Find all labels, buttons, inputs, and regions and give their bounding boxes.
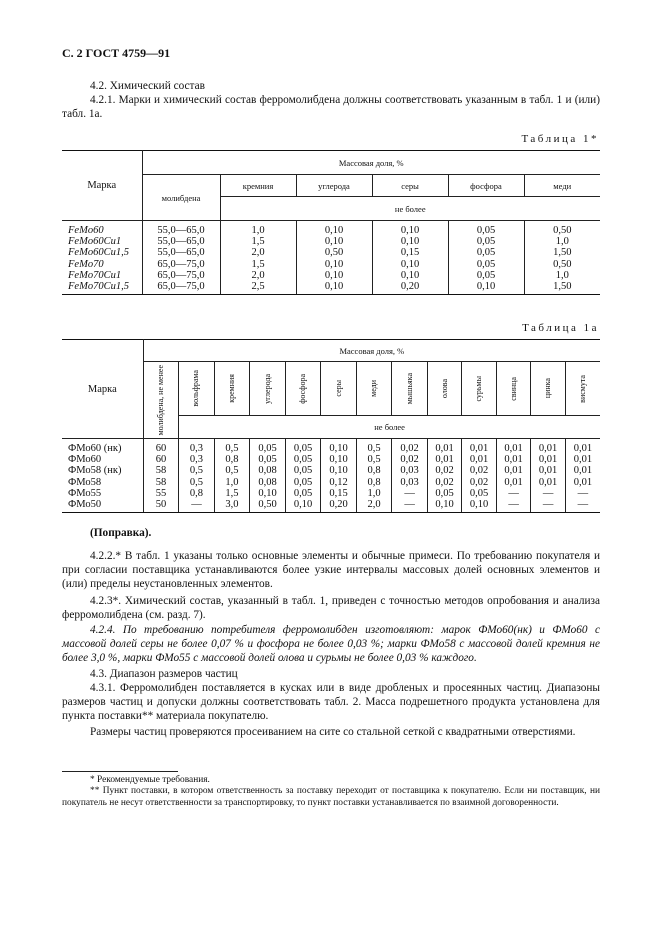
table1a-value-cell: 0,02 [427,465,462,476]
table1a-row [62,488,600,499]
table1a-value-cell: 0,5 [356,454,392,465]
table1-value-cell: 2,5 [220,281,296,295]
table1-grade-cell: FeMo60 [62,221,142,237]
table1-value-cell: 2,0 [220,247,296,258]
table1a-col-header: меди [369,380,379,397]
table1-value-cell: 0,10 [296,236,372,247]
table1a-molybdenum-header: молибдена, не менее [155,364,165,436]
table1-molybdenum-header: молибдена [142,175,220,221]
table1a-caption: Таблица 1а [522,322,599,334]
table1a-value-cell: — [531,488,566,499]
table1a-col-header: олова [439,378,449,399]
footnote-2: ** Пункт поставки, в котором ответственность за поставку переходит от поставщика к покупателю. Если ни поставщик, ни покупатель не несут ответственности за транспортировку, то пункт поставки устанавливается по взаимной договоренности. [62,786,600,808]
table1-value-cell: 1,0 [524,270,600,281]
table1a-value-cell: 0,01 [462,439,497,455]
table1a-value-cell: 0,05 [427,488,462,499]
table1-grade-cell: FeMo60Cu1 [62,236,142,247]
table1-value-cell: 1,50 [524,247,600,258]
table1a-value-cell: 0,05 [250,454,286,465]
table1a-value-cell: 0,5 [214,439,250,455]
table1a-grade-cell: ФМо50 [62,499,143,513]
table1a-value-cell: 1,0 [356,488,392,499]
table1-row [62,270,600,281]
table1-col-header: фосфора [448,175,524,197]
table1a-row [62,454,600,465]
table1a-grade-cell: ФМо58 (нк) [62,465,143,476]
table1-value-cell: 0,50 [524,259,600,270]
table1-value-cell: 65,0—75,0 [142,281,220,295]
table1a-grade-cell: ФМо60 [62,454,143,465]
table1a-value-cell: 50 [143,499,179,513]
table1-value-cell: 0,10 [296,281,372,295]
table1a-value-cell: 0,05 [285,477,321,488]
table1-value-cell: 1,5 [220,259,296,270]
table1a-value-cell: — [565,488,600,499]
table1a-value-cell: — [496,499,531,513]
page-header: С. 2 ГОСТ 4759—91 [62,46,171,60]
table1-value-cell: 2,0 [220,270,296,281]
table1a-value-cell: 0,01 [496,439,531,455]
table1a-row [62,477,600,488]
table1a-value-cell: 0,3 [179,454,215,465]
table1-grade-header: Марка [62,151,142,221]
table1a-value-cell: 0,01 [565,477,600,488]
table1a-col-header: фосфора [298,373,308,404]
table1a-value-cell: 1,0 [214,477,250,488]
table1-value-cell: 0,10 [372,236,448,247]
table1-value-cell: 0,05 [448,270,524,281]
table1a-value-cell: 0,01 [531,454,566,465]
table1a-value-cell: 60 [143,454,179,465]
table1a-value-cell: 0,10 [462,499,497,513]
table1-col-header: меди [524,175,600,197]
table1a-col-header: свинца [508,376,518,401]
table1-value-cell: 0,10 [296,221,372,237]
section-4-2-title: 4.2. Химический состав [90,80,205,92]
table1a-value-cell: 60 [143,439,179,455]
table1a-value-cell: 0,01 [565,454,600,465]
table1-col-header: углерода [296,175,372,197]
table1-row [62,259,600,270]
table1-col-header: серы [372,175,448,197]
table1a-value-cell: 0,01 [531,439,566,455]
table1a-value-cell: 3,0 [214,499,250,513]
table1-value-cell: 0,05 [448,221,524,237]
table1a-value-cell: 0,5 [214,465,250,476]
table1a-value-cell: 0,8 [179,488,215,499]
table1a-col-header: цинка [543,378,553,399]
table1a-value-cell: 0,10 [321,454,357,465]
table1a-value-cell: 0,02 [392,454,428,465]
table1a-value-cell: 0,01 [531,465,566,476]
table1a-value-cell: 0,01 [531,477,566,488]
table1-value-cell: 0,10 [296,270,372,281]
table1a-value-cell: — [392,499,428,513]
table1-row [62,221,600,237]
table1a-value-cell: 0,01 [427,454,462,465]
table1a-value-cell: — [179,499,215,513]
table-1 [62,150,600,295]
table1a-value-cell: 0,03 [392,465,428,476]
table1a-value-cell: 0,01 [496,465,531,476]
table1a-row [62,465,600,476]
table-1a [62,339,600,513]
table1-value-cell: 0,20 [372,281,448,295]
table1-value-cell: 65,0—75,0 [142,259,220,270]
table1a-value-cell: 0,01 [427,439,462,455]
table1a-grade-cell: ФМо58 [62,477,143,488]
table1-grade-cell: FeMo70Cu1 [62,270,142,281]
table1a-grade-cell: ФМо55 [62,488,143,499]
table1a-value-cell: 0,01 [496,477,531,488]
table1a-value-cell: 0,8 [356,465,392,476]
table1-value-cell: 0,05 [448,236,524,247]
table1a-col-header: углерода [262,373,272,404]
table1-value-cell: 1,50 [524,281,600,295]
section-4-2-3: 4.2.3*. Химический состав, указанный в табл. 1, приведен с точностью методов опробования и анализа ферромолибдена (см. разд. 7). [62,595,600,621]
table1a-value-cell: 0,01 [462,454,497,465]
table1-value-cell: 0,10 [372,270,448,281]
table1a-col-header: кремния [226,374,236,403]
table1-col-header: кремния [220,175,296,197]
table1-value-cell: 1,0 [524,236,600,247]
table1a-value-cell: 0,08 [250,465,286,476]
table1a-value-cell: 0,01 [496,454,531,465]
table1-value-cell: 0,10 [296,259,372,270]
table1a-value-cell: 0,02 [462,465,497,476]
table1a-value-cell: 0,01 [565,439,600,455]
table1a-value-cell: 0,5 [179,477,215,488]
table1a-value-cell: 0,02 [427,477,462,488]
table1-value-cell: 0,50 [524,221,600,237]
table1a-value-cell: 58 [143,477,179,488]
footnote-separator [62,771,178,772]
table1a-value-cell: 0,05 [285,465,321,476]
table1-grade-cell: FeMo70 [62,259,142,270]
table1a-value-cell: — [496,488,531,499]
table1-value-cell: 0,10 [372,259,448,270]
table1a-value-cell: 0,05 [285,488,321,499]
table1-value-cell: 55,0—65,0 [142,247,220,258]
table1a-value-cell: 0,3 [179,439,215,455]
table1a-value-cell: 0,10 [321,439,357,455]
table1a-col-header: серы [333,380,343,397]
table1a-value-cell: 0,08 [250,477,286,488]
table1a-value-cell: 0,50 [250,499,286,513]
table1a-col-header: мышьяка [404,372,414,405]
table1-value-cell: 0,15 [372,247,448,258]
table1a-value-cell: 0,10 [427,499,462,513]
table1-value-cell: 55,0—65,0 [142,221,220,237]
section-4-3-1-sieve: Размеры частиц проверяются просеиванием на сите со стальной сеткой с квадратными отверстиями. [90,726,576,738]
table1-value-cell: 65,0—75,0 [142,270,220,281]
table1a-value-cell: 0,5 [356,439,392,455]
section-4-2-4: 4.2.4. По требованию потребителя ферромолибден изготовляют: марок ФМо60(нк) и ФМо60 с массовой долей серы не более 0,07 % и фосфора не более 0,03 %; марки ФМо58 с массовой долей кремния не более 3,0 %, марки ФМо55 с массовой долей олова и сурьмы не более 0,03 % каждого. [62,624,600,664]
table1a-value-cell: 0,01 [565,465,600,476]
table1a-row [62,439,600,455]
table1-grade-cell: FeMo60Cu1,5 [62,247,142,258]
table1a-value-cell: 0,10 [321,465,357,476]
footnote-1: * Рекомендуемые требования. [90,775,210,785]
table1a-value-cell: 0,10 [250,488,286,499]
table1a-value-cell: 0,5 [179,465,215,476]
table1a-value-cell: 55 [143,488,179,499]
table1a-value-cell: 0,8 [214,454,250,465]
table1a-grade-header: Марка [62,340,143,439]
table1a-group-header: Массовая доля, % [143,340,600,362]
table1a-value-cell: 0,02 [392,439,428,455]
table1a-value-cell: — [392,488,428,499]
table1-value-cell: 0,05 [448,247,524,258]
table1a-value-cell: 0,03 [392,477,428,488]
table1a-col-header: висмута [577,374,587,403]
table1-value-cell: 0,05 [448,259,524,270]
table1-value-cell: 0,50 [296,247,372,258]
table1a-value-cell: 0,12 [321,477,357,488]
table1a-col-header: сурьмы [474,375,484,402]
section-4-3-1: 4.3.1. Ферромолибден поставляется в кусках или в виде дробленых и просеянных частиц. Диапазоны размеров частиц и допуски должны соответствовать табл. 2. Масса подрешетного продукта установлена для пункта поставки** материала покупателю. [62,682,600,722]
correction-note: (Поправка). [90,527,152,539]
table1a-value-cell: 0,02 [462,477,497,488]
section-4-2-2: 4.2.2.* В табл. 1 указаны только основные элементы и обычные примеси. По требованию покупателя и при согласии поставщика устанавливаются более узкие интервалы массовых долей основных элементов и (или) пределы неустановленных элементов. [62,550,600,590]
table1a-value-cell: — [565,499,600,513]
table1-group-header: Массовая доля, % [142,151,600,175]
table1a-value-cell: 0,05 [250,439,286,455]
table1a-grade-cell: ФМо60 (нк) [62,439,143,455]
table1-value-cell: 0,10 [372,221,448,237]
table1a-value-cell: 0,05 [285,439,321,455]
table1-value-cell: 55,0—65,0 [142,236,220,247]
table1a-value-cell: 0,20 [321,499,357,513]
table1a-row [62,499,600,513]
table1a-value-cell: 1,5 [214,488,250,499]
table1a-value-cell: 2,0 [356,499,392,513]
table1a-value-cell: 0,05 [285,454,321,465]
table1-value-cell: 1,5 [220,236,296,247]
table1a-col-header: вольфрама [191,370,201,407]
table1-grade-cell: FeMo70Cu1,5 [62,281,142,295]
table1a-value-cell: 0,8 [356,477,392,488]
table1a-value-cell: 0,05 [462,488,497,499]
table1a-value-cell: — [531,499,566,513]
section-4-2-1: 4.2.1. Марки и химический состав ферромолибдена должны соответствовать указанным в табл. 1 и (или) табл. 1а. [62,94,600,120]
table1a-sub-header: не более [179,416,600,439]
table1-row [62,281,600,295]
section-4-3-title: 4.3. Диапазон размеров частиц [90,668,238,680]
table1-value-cell: 1,0 [220,221,296,237]
table1-row [62,247,600,258]
table1-caption: Таблица 1* [521,133,599,145]
table1a-value-cell: 58 [143,465,179,476]
table1-sub-header: не более [220,197,600,221]
table1a-value-cell: 0,10 [285,499,321,513]
table1a-value-cell: 0,15 [321,488,357,499]
table1-value-cell: 0,10 [448,281,524,295]
table1-row [62,236,600,247]
